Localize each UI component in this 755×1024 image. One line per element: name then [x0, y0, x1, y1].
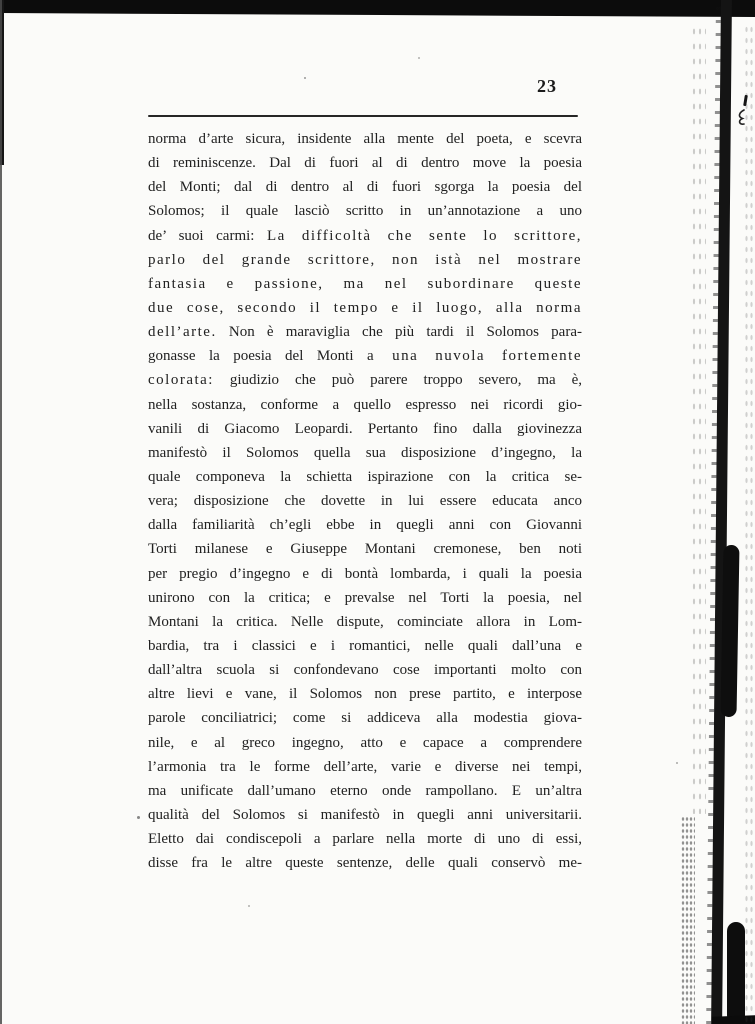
text-line: [148, 755, 582, 779]
text-line: [148, 199, 582, 223]
text-line: [148, 296, 582, 320]
text-segment: Non è maraviglia che più tardi il Solomos para-: [216, 324, 582, 341]
text-segment: de’ suoi carmi:: [148, 227, 268, 244]
text-line: [148, 344, 582, 368]
text-line: [148, 127, 582, 151]
text-segment: Eletto dai condiscepoli a parlare nella morte di uno di essi,: [148, 831, 582, 848]
text-line: [148, 537, 582, 561]
text-line: [148, 634, 582, 658]
text-line: [148, 368, 582, 392]
text-segment: quale componeva la schietta ispirazione con la critica se-: [148, 468, 582, 485]
emphasized-quote-segment: fantasia e passione, ma nel subordinare queste: [148, 275, 582, 292]
scan-speck: [304, 77, 306, 79]
text-line: [148, 175, 582, 199]
text-line: [148, 320, 582, 344]
emphasized-quote-segment: colorata:: [148, 372, 214, 389]
text-line: [148, 489, 582, 513]
scan-speck: [418, 57, 420, 59]
emphasized-quote-segment: a una nuvola fortemente: [366, 348, 582, 365]
page-number: 23: [537, 76, 557, 96]
text-segment: giudizio che può parere troppo severo, ma è,: [213, 372, 582, 389]
text-segment: nile, e al greco ingegno, atto e capace a comprendere: [148, 734, 582, 751]
text-segment: altre lievi e vane, il Solomos non prese partito, e interpose: [148, 686, 582, 703]
emphasized-quote-segment: La difficoltà che sente lo scrittore,: [267, 227, 582, 244]
header-rule: [148, 115, 578, 117]
text-line: [148, 803, 582, 827]
gutter-ink-blob: [721, 545, 740, 717]
text-line: [148, 731, 582, 755]
text-segment: parole conciliatrici; come si addiceva alla modestia giova-: [148, 710, 582, 727]
text-line: [148, 706, 582, 730]
text-segment: dall’altra scuola si confondevano cose importanti molto con: [148, 662, 582, 679]
text-body: [148, 127, 582, 875]
text-segment: ma unificate dall’umano eterno onde rampollano. E un’altra: [148, 782, 582, 799]
text-line: [148, 465, 582, 489]
emphasized-quote-segment: due cose, secondo il tempo e il luogo, alla norma: [148, 299, 582, 316]
scan-noise-streak: [681, 816, 695, 1024]
emphasized-quote-segment: dell’arte.: [148, 324, 217, 341]
text-line: [148, 586, 582, 610]
text-segment: Montani la critica. Nelle dispute, cominciate allora in Lom-: [148, 613, 582, 630]
scan-top-edge: [0, 0, 755, 17]
text-line: [148, 827, 582, 851]
text-line: [148, 393, 582, 417]
text-segment: manifestò il Solomos quella sua disposizione d’ingegno, la: [148, 444, 582, 461]
scan-speck: [248, 905, 250, 907]
scan-left-edge-line: [0, 0, 2, 1024]
text-segment: unirono con la critica; e prevalse nel Torti la poesia, nel: [148, 589, 582, 606]
scan-noise-column: [691, 24, 706, 814]
text-line: [148, 562, 582, 586]
text-segment: norma d’arte sicura, insidente alla mente del poeta, e scevra: [148, 131, 582, 147]
text-segment: disse fra le altre queste sentenze, delle quali conservò me-: [148, 855, 582, 872]
text-line: [148, 851, 582, 875]
text-segment: del Monti; dal di dentro al di fuori sgorga la poesia del: [148, 179, 582, 196]
text-segment: Solomos; il quale lasciò scritto in un’annotazione a uno: [148, 203, 582, 220]
text-segment: Torti milanese e Giuseppe Montani cremonese, ben noti: [148, 541, 582, 558]
text-line: [148, 513, 582, 537]
text-line: [148, 417, 582, 441]
text-segment: di reminiscenze. Dal di fuori al di dentro move la poesia: [148, 155, 582, 172]
text-line: [148, 272, 582, 296]
text-segment: vanili di Giacomo Leopardi. Pertanto fino dalla giovinezza: [148, 420, 582, 437]
text-segment: dalla familiarità ch’egli ebbe in quegli anni con Giovanni: [148, 517, 582, 534]
text-segment: per pregio d’ingegno e di bontà lombarda, i quali la poesia: [148, 565, 582, 582]
text-line: [148, 224, 582, 248]
text-line: [148, 779, 582, 803]
text-line: [148, 151, 582, 175]
emphasized-quote-segment: parlo del grande scrittore, non istà nel mostrare: [148, 251, 582, 268]
text-line: [148, 682, 582, 706]
text-segment: vera; disposizione che dovette in lui essere educata anco: [148, 493, 582, 510]
text-segment: qualità del Solomos si manifestò in quegli anni universitarii.: [148, 806, 582, 823]
scan-noise-right: [744, 24, 755, 1024]
text-line: [148, 248, 582, 272]
text-segment: nella sostanza, conforme a quello espresso nei ricordi gio-: [148, 396, 582, 413]
text-line: [148, 610, 582, 634]
text-segment: gonasse la poesia del Monti: [148, 348, 367, 365]
text-line: [148, 441, 582, 465]
text-segment: bardia, tra i classici e i romantici, nelle quali dall’una e: [148, 637, 582, 654]
scan-speck: [676, 762, 678, 764]
text-segment: l’armonia tra le forme dell’arte, varie e diverse nei tempi,: [148, 758, 582, 775]
scan-speck: [137, 816, 140, 819]
margin-pen-squiggle: [735, 109, 748, 127]
text-line: [148, 658, 582, 682]
gutter-ink-blob: [727, 922, 745, 1024]
